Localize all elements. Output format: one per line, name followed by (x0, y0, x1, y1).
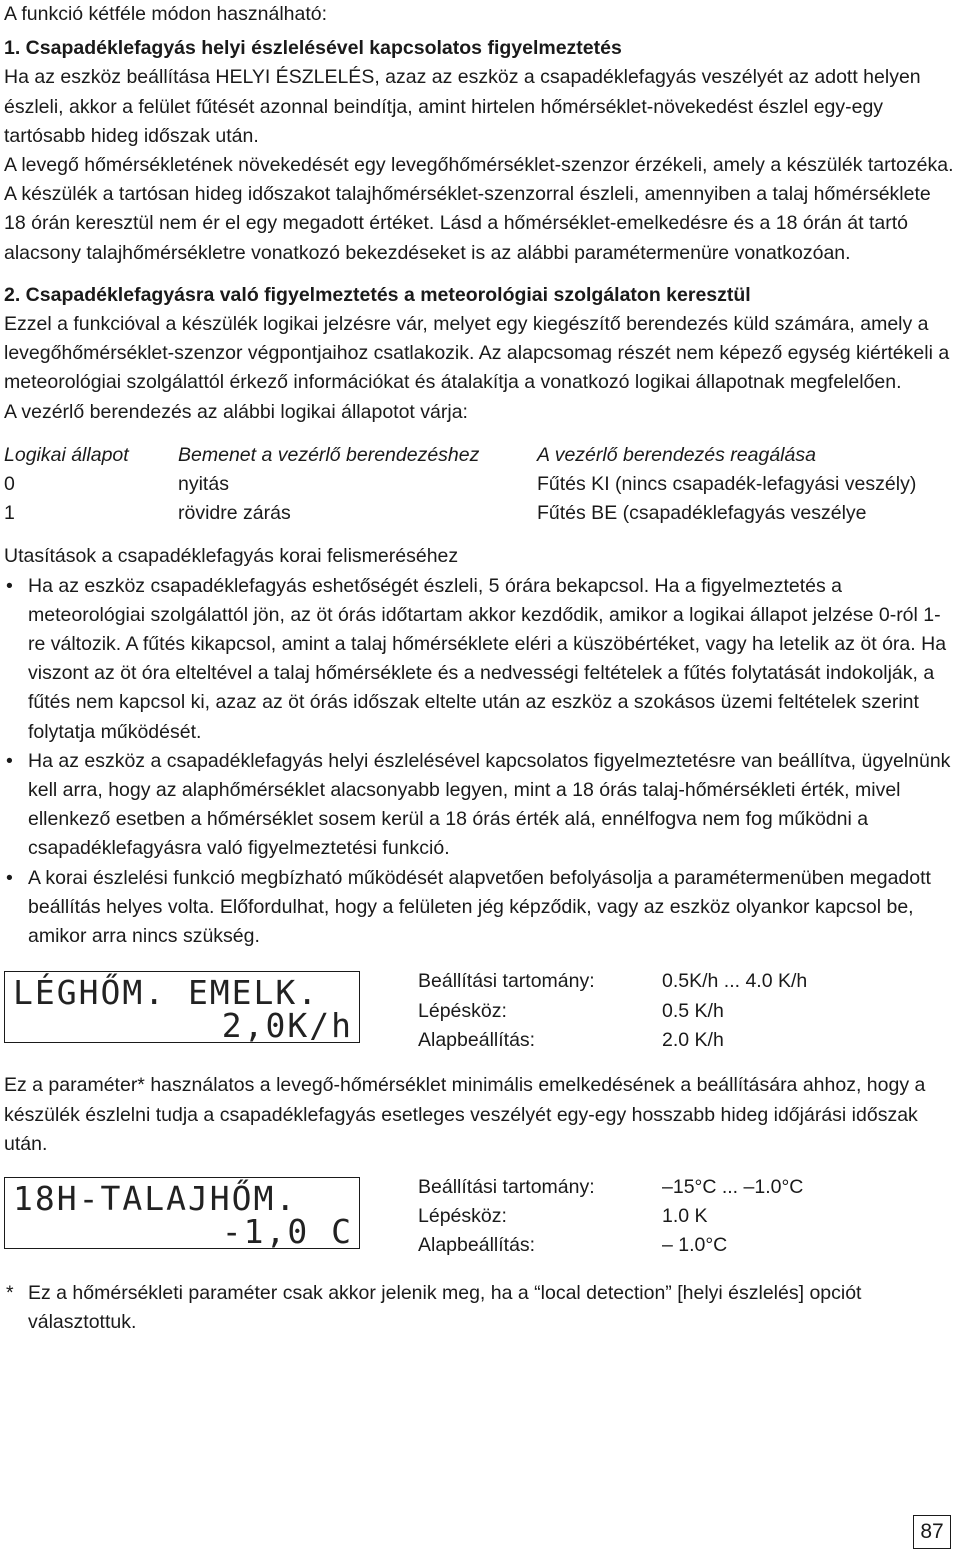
setting-label: Lépésköz: (418, 999, 507, 1022)
table-cell: 0 (4, 473, 15, 496)
param-air-temp-rise-description: Ez a paraméter* használatos a levegő-hőmérséklet minimális emelkedésének a beállítására ahhoz, hogy a készülék észlelni tudja a csapadéklefagyás esetleges veszélyét egy-egy hosszabb hideg időjárási időszak után. (4, 1074, 926, 1155)
setting-value: 2.0 K/h (662, 1028, 724, 1051)
section1-title: 1. Csapadéklefagyás helyi észlelésével kapcsolatos figyelmeztetés (4, 37, 622, 60)
setting-label: Alapbeállítás: (418, 1234, 536, 1257)
table-header-logic-state: Logikai állapot (4, 443, 129, 466)
setting-row-range (418, 967, 807, 996)
footnote-mark: * (6, 1281, 14, 1304)
list-item (4, 864, 954, 952)
bullet-icon: • (6, 866, 13, 889)
section1-paragraph-1: Ha az eszköz beállítása HELYI ÉSZLELÉS, azaz az eszköz a csapadéklefagyás veszélyét az adott helyen észleli, akkor a felület fűtését azonnal beindítja, amint hirtelen hőmérséklet-növekedést észlel egy-egy tartósabb hideg időszak után. (4, 66, 921, 147)
setting-value: 0.5 K/h (662, 999, 724, 1022)
setting-value: 0.5K/h ... 4.0 K/h (662, 970, 808, 993)
param-air-temp-rise (4, 967, 954, 1071)
setting-label: Beállítási tartomány: (418, 970, 595, 993)
setting-row-default (418, 1026, 807, 1055)
table-cell: 1 (4, 502, 15, 525)
instructions-list (4, 572, 954, 952)
lcd-line-1: LÉGHŐM. EMELK. (13, 973, 320, 1013)
footnote (4, 1279, 954, 1337)
param-18h-ground-temp (4, 1173, 954, 1277)
list-item-text: Ha az eszköz a csapadéklefagyás helyi észlelésével kapcsolatos figyelmeztetésre van beállítva, ügyelnünk kell arra, hogy az alaphőmérséklet alacsonyabb legyen, mint a 18 órás talaj-hőmérsékleti érték, mivel ellenkező esetben a hőmérséklet sosem kerül a 18 órás érték alá, ennélfogva nem fog működni a csapadéklefagyásra való figyelmeztetési funkció. (28, 749, 951, 860)
lcd-line-2: 2,0K/h (221, 1006, 353, 1046)
table-cell: rövidre zárás (178, 502, 291, 525)
setting-value: 1.0 K (662, 1205, 708, 1228)
lcd-line-2: -1,0 C (221, 1211, 353, 1251)
list-item-text: Ha az eszköz csapadéklefagyás eshetőségét észleli, 5 órára bekapcsol. Ha a figyelmeztetés a meteorológiai szolgálattól jön, az öt órás időtartam akkor kezdődik, amikor a logikai állapot jelzése 0-ról 1-re változik. A fűtés kikapcsol, amint a talaj hőmérséklete eléri a küszöbértéket, vagy ha letelik az öt óra. Ha viszont az öt óra elteltével a talaj hőmérséklete és a nedvességi feltételek a fűtés folytatását indokolják, a fűtés nem kapcsol ki, azaz az öt órás időszak eltelte után az eszköz a szokásos üzemi feltételek szerint folytatja működését. (28, 574, 947, 743)
lcd-display (4, 1177, 360, 1249)
logic-state-table (4, 441, 954, 529)
bullet-icon: • (6, 749, 13, 772)
setting-label: Lépésköz: (418, 1205, 507, 1228)
setting-row-default (418, 1231, 803, 1260)
section1-paragraph-2: A levegő hőmérsékletének növekedését egy levegőhőmérséklet-szenzor érzékeli, amely a készülék tartozéka. (4, 154, 954, 177)
section2-paragraph-2: A vezérlő berendezés az alábbi logikai állapotot várja: (4, 400, 468, 423)
setting-value: – 1.0°C (662, 1234, 728, 1257)
setting-label: Beállítási tartomány: (418, 1175, 595, 1198)
list-item (4, 747, 954, 864)
setting-row-step (418, 1202, 803, 1231)
table-header-controller-input: Bemenet a vezérlő berendezéshez (178, 443, 480, 466)
setting-row-step (418, 997, 807, 1026)
setting-label: Alapbeállítás: (418, 1028, 536, 1051)
setting-row-range (418, 1173, 803, 1202)
document-page (4, 0, 954, 1337)
table-cell: nyitás (178, 473, 229, 496)
footnote-text: Ez a hőmérsékleti paraméter csak akkor jelenik meg, ha a “local detection” [helyi észlelés] opciót választottuk. (28, 1281, 862, 1334)
lcd-line-1: 18H-TALAJHŐM. (13, 1178, 298, 1218)
bullet-icon: • (6, 574, 13, 597)
lcd-display (4, 971, 360, 1046)
table-header-controller-reaction: A vezérlő berendezés reagálása (537, 443, 816, 466)
param-settings (418, 1173, 803, 1261)
list-item (4, 572, 954, 747)
table-cell: Fűtés BE (csapadéklefagyás veszélye (537, 502, 867, 525)
setting-value: –15°C ... –1.0°C (662, 1175, 804, 1198)
instructions-title: Utasítások a csapadéklefagyás korai felismeréséhez (4, 545, 459, 568)
section1-paragraph-3: A készülék a tartósan hideg időszakot talajhőmérséklet-szenzorral észleli, amennyiben a talaj hőmérséklete 18 órán keresztül nem ér el egy megadott értéket. Lásd a hőmérséklet-emelkedésre és a 18 órán át tartó alacsony talajhőmérsékletre vonatkozó bekezdéseket is az alábbi paramétermenüre vonatkozóan. (4, 183, 931, 264)
param-settings (418, 967, 807, 1055)
intro-text: A funkció kétféle módon használható: (4, 3, 328, 25)
page-number: 87 (913, 1515, 951, 1549)
list-item-text: A korai észlelési funkció megbízható működését alapvetően befolyásolja a paramétermenüben megadott beállítás helyes volta. Előfordulhat, hogy a felületen jég képződik, vagy az eszköz olyankor kapcsol be, amikor arra nincs szükség. (28, 866, 931, 948)
table-cell: Fűtés KI (nincs csapadék-lefagyási veszély) (537, 473, 917, 496)
section2-title: 2. Csapadéklefagyásra való figyelmeztetés a meteorológiai szolgálaton keresztül (4, 283, 751, 306)
section2-paragraph-1: Ezzel a funkcióval a készülék logikai jelzésre vár, melyet egy kiegészítő berendezés küld számára, amely a levegőhőmérséklet-szenzor végpontjaihoz csatlakozik. Az alapcsomag részét nem képező egység kiértékeli a meteorológiai szolgálattól érkező információkat és átalakítja a vonatkozó logikai állapotnak megfelelően. (4, 313, 950, 394)
